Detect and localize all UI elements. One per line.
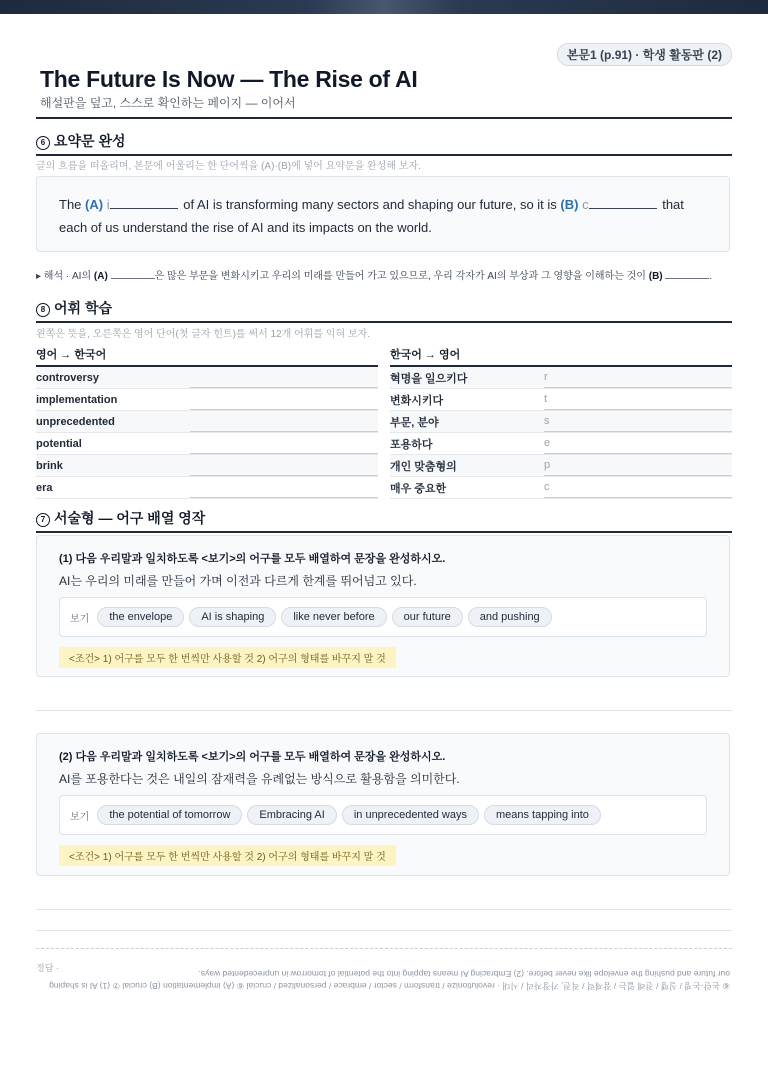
answer-blank[interactable]: t — [544, 389, 732, 410]
phrase-chip[interactable]: our future — [392, 607, 463, 627]
phrase-chip[interactable]: like never before — [281, 607, 386, 627]
summary-translation: ▸ 해석 · AI의 (A) 은 많은 부문을 변화시키고 우리의 미래를 만들어 가고 있으므로, 우리 각자가 AI의 부상과 그 영향을 이해하는 것이 (B) . — [36, 271, 713, 282]
vocab-left-table — [36, 346, 378, 499]
vocab-row: 개인 맞춤형의 p — [390, 455, 732, 477]
vocab-section-heading: 8 어휘 학습 — [36, 298, 732, 323]
answer-key-upside-down: ⑥ 논란·논쟁 / 실행 / 전례 없는 / 잠재력 / 직전, 가장자리 / 시대 · revolutionize / transform / sector / embrace / personalized / crucial ⑥ (A) implementation (B) crucial ⑦ (1) AI is shaping our future and pushing the envelope like never before. (2) Embracing AI means tapping into the potential of tomorrow in unprecedented ways. — [49, 969, 730, 991]
question-2-korean: AI를 포용한다는 것은 내일의 잠재력을 유례없는 방식으로 활용함을 의미한다. — [59, 772, 460, 786]
phrase-chip[interactable]: Embracing AI — [247, 805, 336, 825]
vocab-row: era — [36, 477, 378, 499]
page-badge: 본문1 (p.91) · 학생 활동판 (2) — [557, 43, 732, 66]
vocab-row: 매우 중요한 c — [390, 477, 732, 499]
bogi-label: 보기 — [70, 613, 90, 625]
vocab-row: 포용하다 e — [390, 433, 732, 455]
vocab-row: 혁명을 일으키다 r — [390, 367, 732, 389]
vocab-row: brink — [36, 455, 378, 477]
question-1-title: (1) 다음 우리말과 일치하도록 <보기>의 어구를 모두 배열하여 문장을 완성하시오. — [59, 553, 446, 565]
answer-blank[interactable]: e — [544, 433, 732, 454]
answer-line[interactable] — [36, 909, 732, 910]
phrase-chip[interactable]: the envelope — [97, 607, 184, 627]
summary-box: The (A) i of AI is transforming many sectors and shaping our future, so it is (B) c that each of us understand the rise of AI and its impacts on the world. — [36, 176, 730, 252]
question-2-box — [36, 733, 730, 876]
question-2-bogi — [59, 795, 707, 835]
vocab-row: potential — [36, 433, 378, 455]
translation-blank-b — [665, 269, 709, 279]
answer-blank[interactable] — [190, 477, 378, 498]
summary-hint: 글의 흐름을 떠올리며, 본문에 어울리는 한 단어씩을 (A)·(B)에 넣어 요약문을 완성해 보자. — [36, 161, 421, 172]
question-2-title: (2) 다음 우리말과 일치하도록 <보기>의 어구를 모두 배열하여 문장을 완성하시오. — [59, 751, 446, 763]
section-number-icon: 6 — [36, 136, 50, 150]
blank-label-a: (A) — [85, 197, 104, 212]
question-1-condition: <조건> 1) 어구를 모두 한 번씩만 사용할 것 2) 어구의 형태를 바꾸지 말 것 — [59, 647, 396, 668]
section-number-icon: 7 — [36, 513, 50, 527]
answer-blank[interactable] — [190, 389, 378, 410]
blank-b[interactable] — [589, 196, 657, 209]
vocab-row: 변화시키다 t — [390, 389, 732, 411]
answer-blank[interactable] — [190, 411, 378, 432]
phrase-chip[interactable]: means tapping into — [484, 805, 601, 825]
answer-blank[interactable]: s — [544, 411, 732, 432]
phrase-chip[interactable]: the potential of tomorrow — [97, 805, 242, 825]
answer-blank[interactable] — [190, 455, 378, 476]
answer-blank[interactable] — [190, 433, 378, 454]
answer-blank[interactable]: r — [544, 367, 732, 388]
answer-blank[interactable]: c — [544, 477, 732, 498]
page-subtitle: 해설판을 덮고, 스스로 확인하는 페이지 — 이어서 — [40, 96, 296, 110]
vocab-row: 부문, 분야 s — [390, 411, 732, 433]
blank-a[interactable] — [110, 196, 178, 209]
title-divider — [36, 117, 732, 119]
question-1-box — [36, 535, 730, 677]
blank-label-b: (B) — [560, 197, 579, 212]
vocab-left-rows — [36, 367, 378, 499]
answer-line[interactable] — [36, 930, 732, 931]
question-1-korean: AI는 우리의 미래를 만들어 가며 이전과 다르게 한계를 뛰어넘고 있다. — [59, 574, 417, 588]
section-number-icon: 8 — [36, 303, 50, 317]
answer-key-label: 정답 · — [36, 963, 59, 973]
vocab-right-header: 한국어 → 영어 — [390, 346, 732, 367]
answer-divider — [36, 948, 732, 949]
phrase-chip[interactable]: in unprecedented ways — [342, 805, 479, 825]
vocab-left-header: 영어 → 한국어 — [36, 346, 378, 367]
vocab-hint: 왼쪽은 뜻을, 오른쪽은 영어 단어(첫 글자 힌트)를 써서 12개 어휘를 익혀 보자. — [36, 329, 371, 340]
question-2-condition: <조건> 1) 어구를 모두 한 번씩만 사용할 것 2) 어구의 형태를 바꾸지 말 것 — [59, 845, 396, 866]
translation-blank-a — [111, 269, 155, 279]
vocab-row: implementation — [36, 389, 378, 411]
writing-section-heading: 7 서술형 — 어구 배열 영작 — [36, 508, 732, 533]
summary-section-heading: 6 요약문 완성 — [36, 131, 732, 156]
answer-line[interactable] — [36, 710, 732, 711]
vocab-row: controversy — [36, 367, 378, 389]
vocab-right-rows — [390, 367, 732, 499]
bogi-label: 보기 — [70, 811, 90, 823]
question-1-bogi — [59, 597, 707, 637]
top-decorative-band — [0, 0, 768, 14]
phrase-chip[interactable]: AI is shaping — [189, 607, 276, 627]
page-title: The Future Is Now — The Rise of AI — [40, 66, 418, 92]
answer-blank[interactable] — [190, 367, 378, 388]
vocab-right-table — [390, 346, 732, 499]
vocab-row: unprecedented — [36, 411, 378, 433]
answer-blank[interactable]: p — [544, 455, 732, 476]
phrase-chip[interactable]: and pushing — [468, 607, 552, 627]
